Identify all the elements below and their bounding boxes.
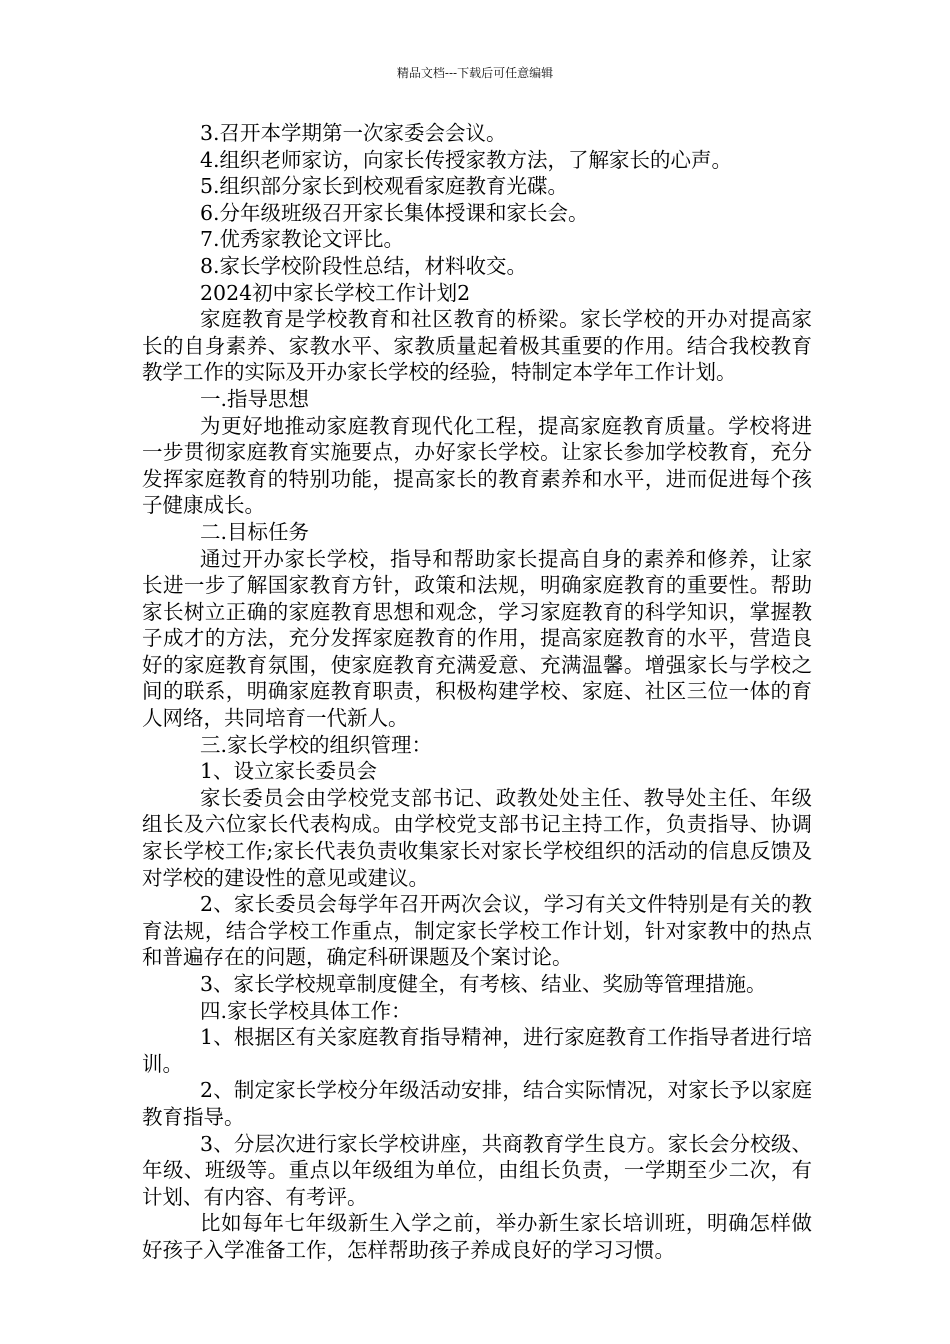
section-heading: 四.家长学校具体工作： <box>200 998 412 1023</box>
paragraph: 3、家长学校规章制度健全，有考核、结业、奖励等管理措施。 <box>200 972 767 996</box>
paragraph: 7.优秀家教论文评比。 <box>200 227 405 252</box>
paragraph: 3.召开本学期第一次家委会会议。 <box>200 121 507 145</box>
paragraph: 3、分层次进行家长学校讲座，共商教育学生良方。家长会分校级、年级、班级等。重点以年级组为单位，由组长负责，一学期至少二次，有计划、有内容、有考评。 <box>142 1131 812 1209</box>
paragraph: 8.家长学校阶段性总结，材料收交。 <box>200 253 528 278</box>
page-header: 精品文档---下载后可任意编辑 <box>396 66 554 80</box>
document-body <box>142 120 812 1264</box>
subsection-heading: 1、设立家长委员会 <box>200 759 378 784</box>
paragraph: 通过开办家长学校，指导和帮助家长提高自身的素养和修养，让家长进一步了解国家教育方针，政策和法规，明确家庭教育的重要性。帮助家长树立正确的家庭教育思想和观念，学习家庭教育的科学知识，掌握教子成才的方法，充分发挥家庭教育的作用，提高家庭教育的水平，营造良好的家庭教育氛围，使家庭教育充满爱意、充满温馨。增强家长与学校之间的联系，明确家庭教育职责，积极构建学校、家庭、社区三位一体的育人网络，共同培育一代新人。 <box>142 546 812 731</box>
paragraph: 家庭教育是学校教育和社区教育的桥梁。家长学校的开办对提高家长的自身素养、家教水平、家教质量起着极其重要的作用。结合我校教育教学工作的实际及开办家长学校的经验，特制定本学年工作计划。 <box>142 307 812 385</box>
section-heading: 三.家长学校的组织管理： <box>200 732 433 757</box>
section-title: 2024初中家长学校工作计划2 <box>200 280 471 305</box>
section-heading: 二.目标任务 <box>200 519 310 544</box>
paragraph: 1、根据区有关家庭教育指导精神，进行家庭教育工作指导者进行培训。 <box>142 1025 812 1076</box>
paragraph: 2、家长委员会每学年召开两次会议，学习有关文件特别是有关的教育法规，结合学校工作重点，制定家长学校工作计划，针对家教中的热点和普遍存在的问题，确定科研课题及个案讨论。 <box>142 892 812 970</box>
paragraph: 5.组织部分家长到校观看家庭教育光碟。 <box>200 174 569 199</box>
paragraph: 家长委员会由学校党支部书记、政教处处主任、教导处主任、年级组长及六位家长代表构成。由学校党支部书记主持工作，负责指导、协调家长学校工作;家长代表负责收集家长对家长学校组织的活动的信息反馈及对学校的建设性的意见或建议。 <box>142 785 812 890</box>
paragraph: 比如每年七年级新生入学之前，举办新生家长培训班，明确怎样做好孩子入学准备工作，怎样帮助孩子养成良好的学习习惯。 <box>142 1211 812 1262</box>
section-heading: 一.指导思想 <box>200 386 310 411</box>
paragraph: 4.组织老师家访，向家长传授家教方法，了解家长的心声。 <box>200 147 733 172</box>
paragraph: 为更好地推动家庭教育现代化工程，提高家庭教育质量。学校将进一步贯彻家庭教育实施要点，办好家长学校。让家长参加学校教育，充分发挥家庭教育的特别功能，提高家长的教育素养和水平，进而促进每个孩子健康成长。 <box>142 413 812 518</box>
paragraph: 2、制定家长学校分年级活动安排，结合实际情况，对家长予以家庭教育指导。 <box>142 1078 812 1129</box>
paragraph: 6.分年级班级召开家长集体授课和家长会。 <box>200 200 589 225</box>
